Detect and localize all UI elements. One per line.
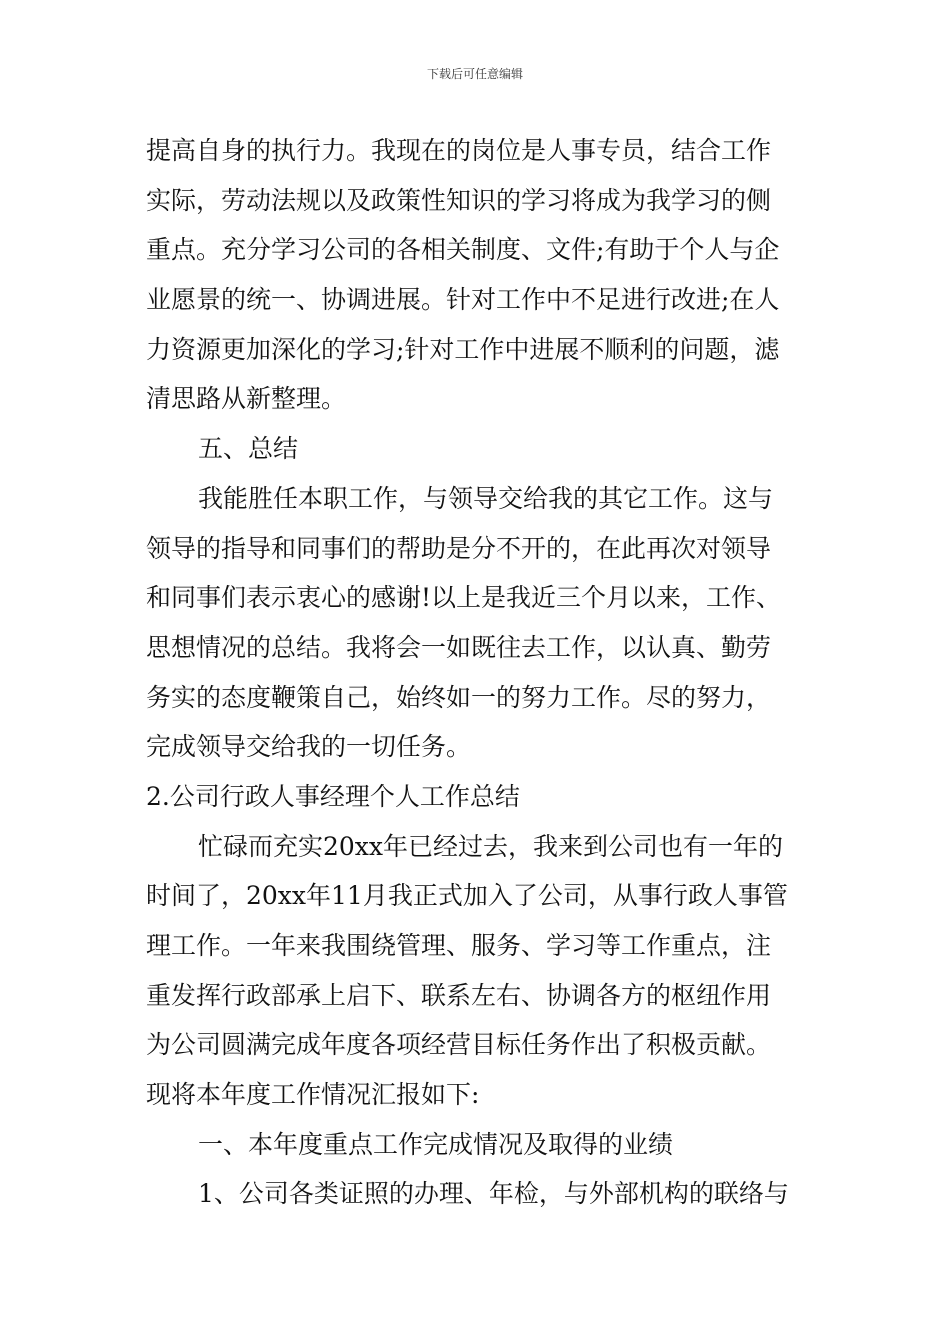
paragraph-line: 1、公司各类证照的办理、年检，与外部机构的联络与 [198,1179,789,1209]
document-body [146,126,812,1219]
paragraph-line: 力资源更加深化的学习;针对工作中进展不顺利的问题，滤 [146,334,780,364]
paragraph-line: 理工作。一年来我围绕管理、服务、学习等工作重点，注 [146,931,772,960]
paragraph-line: 重发挥行政部承上启下、联系左右、协调各方的枢纽作用 [146,980,772,1010]
paragraph-line: 完成领导交给我的一切任务。 [146,732,472,762]
paragraph-line: 忙碌而充实20xx年已经过去，我来到公司也有一年的 [198,831,784,861]
paragraph-line: 我能胜任本职工作，与领导交给我的其它工作。这与 [198,483,774,513]
paragraph-line: 领导的指导和同事们的帮助是分不开的，在此再次对领导 [146,533,772,563]
paragraph-line: 为公司圆满完成年度各项经营目标任务作出了积极贡献。 [146,1030,772,1060]
header-note: 下载后可任意编辑 [426,67,523,81]
paragraph-line: 实际，劳动法规以及政策性知识的学习将成为我学习的侧 [146,185,772,215]
paragraph-line: 务实的态度鞭策自己，始终如一的努力工作。尽的努力， [146,682,772,712]
paragraph-line: 现将本年度工作情况汇报如下: [146,1080,480,1110]
section-heading: 一、本年度重点工作完成情况及取得的业绩 [198,1129,674,1159]
paragraph-line: 和同事们表示衷心的感谢!以上是我近三个月以来，工作、 [146,583,782,613]
paragraph-line: 清思路从新整理。 [146,384,347,414]
section-heading: 五、总结 [198,434,299,464]
paragraph-line: 重点。充分学习公司的各相关制度、文件;有助于个人与企 [146,235,780,265]
paragraph-line: 时间了，20xx年11月我正式加入了公司，从事行政人事管 [146,881,788,911]
paragraph-line: 提高自身的执行力。我现在的岗位是人事专员，结合工作 [146,136,772,165]
paragraph-line: 思想情况的总结。我将会一如既往去工作，以认真、勤劳 [146,632,772,662]
paragraph-line: 业愿景的统一、协调进展。针对工作中不足进行改进;在人 [146,285,780,315]
document-title: 2.公司行政人事经理个人工作总结 [146,781,520,811]
